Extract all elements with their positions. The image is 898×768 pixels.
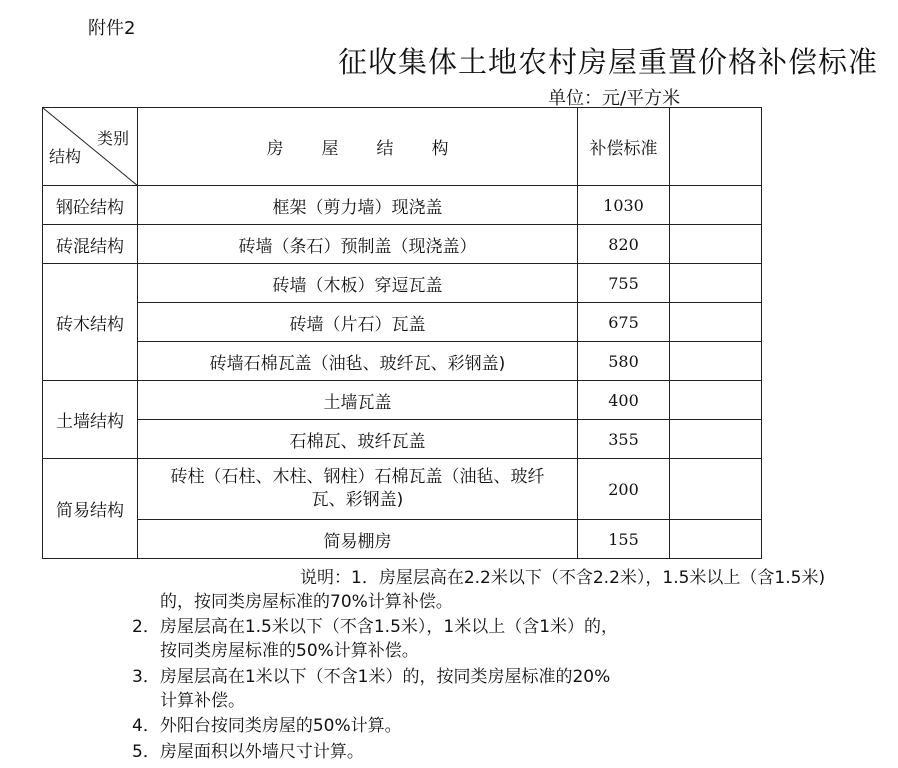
table-row <box>43 225 762 264</box>
row-price: 580 <box>578 342 670 381</box>
row-empty-cell <box>670 381 762 420</box>
row-empty-cell <box>670 264 762 303</box>
row-description: 石棉瓦、玻纤瓦盖 <box>138 420 578 459</box>
row-price: 820 <box>578 225 670 264</box>
row-empty-cell <box>670 303 762 342</box>
group-name: 土墙结构 <box>43 381 138 459</box>
row-price: 675 <box>578 303 670 342</box>
note-3-line-1: 3．房屋层高在1米以下（不含1米）的，按同类房屋标准的20% <box>132 667 611 687</box>
table-row <box>43 420 762 459</box>
row-price: 1030 <box>578 186 670 225</box>
note-1-line-1: 说明：1．房屋层高在2.2米以下（不含2.2米），1.5米以上（含1.5米) <box>300 568 826 588</box>
table-row <box>43 520 762 559</box>
row-description: 砖墙（条石）预制盖（现浇盖） <box>138 225 578 264</box>
note-1-line-2: 的，按同类房屋标准的70%计算补偿。 <box>160 592 453 612</box>
group-name: 砖木结构 <box>43 264 138 381</box>
row-description <box>138 459 578 520</box>
row-empty-cell <box>670 459 762 520</box>
row-description-line: 砖柱（石柱、木柱、钢柱）石棉瓦盖（油毡、玻纤 <box>170 467 545 487</box>
header-structure-label: 结构 <box>49 147 82 166</box>
note-2-line-2: 按同类房屋标准的50%计算补偿。 <box>160 641 419 661</box>
compensation-table <box>42 107 762 559</box>
note-4: 4．外阳台按同类房屋的50%计算。 <box>132 716 402 736</box>
row-description: 砖墙石棉瓦盖（油毡、玻纤瓦、彩钢盖) <box>138 342 578 381</box>
header-corner-cell <box>43 108 138 186</box>
row-description: 简易棚房 <box>138 520 578 559</box>
table-row <box>43 264 762 303</box>
header-category-label: 类别 <box>96 129 129 148</box>
table-row <box>43 186 762 225</box>
row-description-line: 瓦、彩钢盖) <box>311 490 404 510</box>
row-price: 755 <box>578 264 670 303</box>
row-empty-cell <box>670 186 762 225</box>
header-compensation-standard: 补偿标准 <box>578 108 670 186</box>
row-empty-cell <box>670 520 762 559</box>
row-description: 土墙瓦盖 <box>138 381 578 420</box>
page-title: 征收集体土地农村房屋重置价格补偿标准 <box>338 45 879 79</box>
note-3-line-2: 计算补偿。 <box>160 691 245 711</box>
unit-label: 单位：元/平方米 <box>548 88 681 109</box>
row-empty-cell <box>670 225 762 264</box>
note-2-line-1: 2．房屋层高在1.5米以下（不含1.5米），1米以上（含1米）的， <box>132 617 619 637</box>
group-name: 砖混结构 <box>43 225 138 264</box>
row-description: 砖墙（片石）瓦盖 <box>138 303 578 342</box>
header-house-structure: 房屋结构 <box>138 108 578 186</box>
row-empty-cell <box>670 420 762 459</box>
table-header-row <box>43 108 762 186</box>
table-row <box>43 303 762 342</box>
row-price: 200 <box>578 459 670 520</box>
attachment-label: 附件2 <box>88 18 136 39</box>
row-price: 400 <box>578 381 670 420</box>
row-description: 框架（剪力墙）现浇盖 <box>138 186 578 225</box>
row-empty-cell <box>670 342 762 381</box>
table-row <box>43 459 762 520</box>
group-name: 简易结构 <box>43 459 138 559</box>
group-name: 钢砼结构 <box>43 186 138 225</box>
row-price: 355 <box>578 420 670 459</box>
row-description: 砖墙（木板）穿逗瓦盖 <box>138 264 578 303</box>
table-row <box>43 381 762 420</box>
note-5: 5．房屋面积以外墙尺寸计算。 <box>132 742 364 762</box>
row-price: 155 <box>578 520 670 559</box>
header-empty-cell <box>670 108 762 186</box>
table-row <box>43 342 762 381</box>
